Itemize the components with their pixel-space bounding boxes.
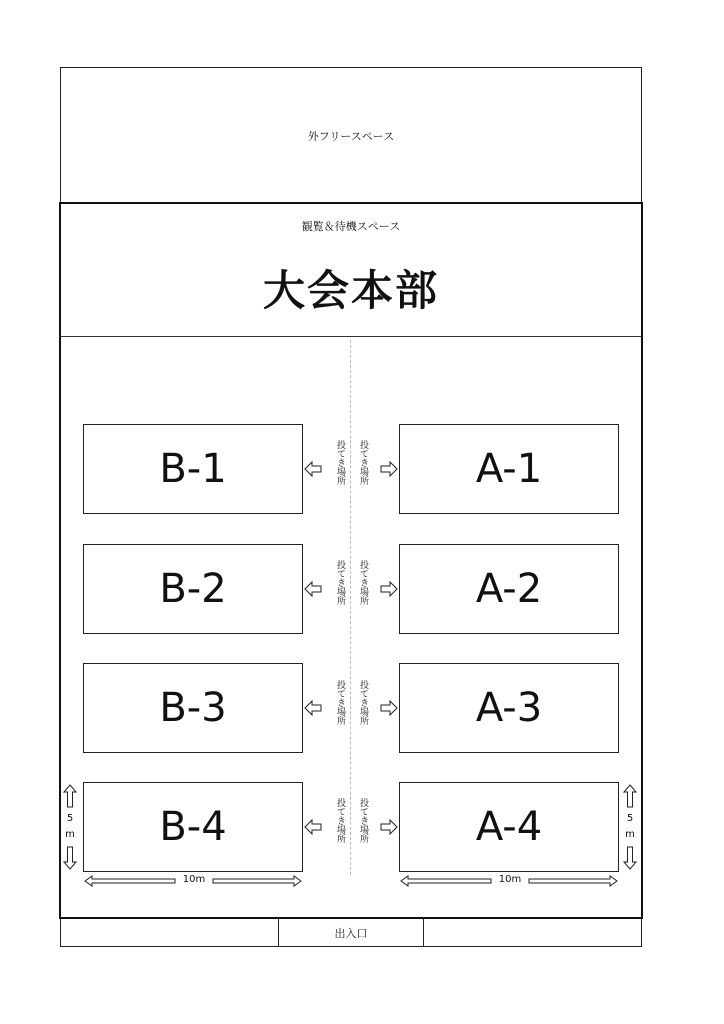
entrance-row: [60, 919, 642, 947]
dimension-height-unit: m: [65, 829, 75, 840]
dimension-arrow-left-icon: [84, 875, 176, 887]
throw-area-label-a-3: 投てき場所: [358, 680, 368, 725]
dimension-arrow-up-icon: [623, 784, 637, 808]
throw-area-label-b-3: 投てき場所: [335, 680, 345, 725]
arrow-left-icon: [304, 580, 322, 598]
hq-subtitle: 観覧＆待機スペース: [301, 220, 401, 233]
court-b-1: B-1: [83, 424, 303, 514]
court-a-4: A-4: [399, 782, 619, 872]
arrow-left-icon: [304, 818, 322, 836]
arrow-right-icon: [380, 818, 398, 836]
court-a-2: A-2: [399, 544, 619, 634]
arrow-right-icon: [380, 699, 398, 717]
throw-area-label-a-2: 投てき場所: [358, 560, 368, 605]
arrow-right-icon: [380, 460, 398, 478]
throw-area-label-b-2: 投てき場所: [335, 560, 345, 605]
hq-title: 大会本部: [262, 266, 439, 315]
throw-area-label-b-4: 投てき場所: [335, 798, 345, 843]
entrance-cell: [278, 919, 424, 947]
dimension-height-digit: 5: [66, 813, 74, 824]
court-b-2: B-2: [83, 544, 303, 634]
throw-area-label-a-4: 投てき場所: [358, 798, 368, 843]
arrow-right-icon: [380, 580, 398, 598]
throw-area-label-b-1: 投てき場所: [335, 440, 345, 485]
dimension-width-label: 10m: [498, 874, 522, 885]
arrow-left-icon: [304, 699, 322, 717]
dimension-height-unit: m: [625, 829, 635, 840]
arrow-left-icon: [304, 460, 322, 478]
center-line: [350, 340, 351, 875]
dimension-arrow-left-icon: [400, 875, 492, 887]
dimension-arrow-up-icon: [63, 784, 77, 808]
hq-divider: [61, 336, 641, 337]
free-space-label: 外フリースペース: [307, 130, 395, 143]
dimension-arrow-right-icon: [212, 875, 302, 887]
dimension-arrow-down-icon: [63, 846, 77, 870]
court-a-3: A-3: [399, 663, 619, 753]
court-b-3: B-3: [83, 663, 303, 753]
dimension-arrow-down-icon: [623, 846, 637, 870]
dimension-arrow-right-icon: [528, 875, 618, 887]
dimension-width-label: 10m: [182, 874, 206, 885]
throw-area-label-a-1: 投てき場所: [358, 440, 368, 485]
entrance-label: 出入口: [334, 927, 368, 940]
court-b-4: B-4: [83, 782, 303, 872]
dimension-height-digit: 5: [626, 813, 634, 824]
free-space-area: [60, 67, 642, 203]
court-a-1: A-1: [399, 424, 619, 514]
